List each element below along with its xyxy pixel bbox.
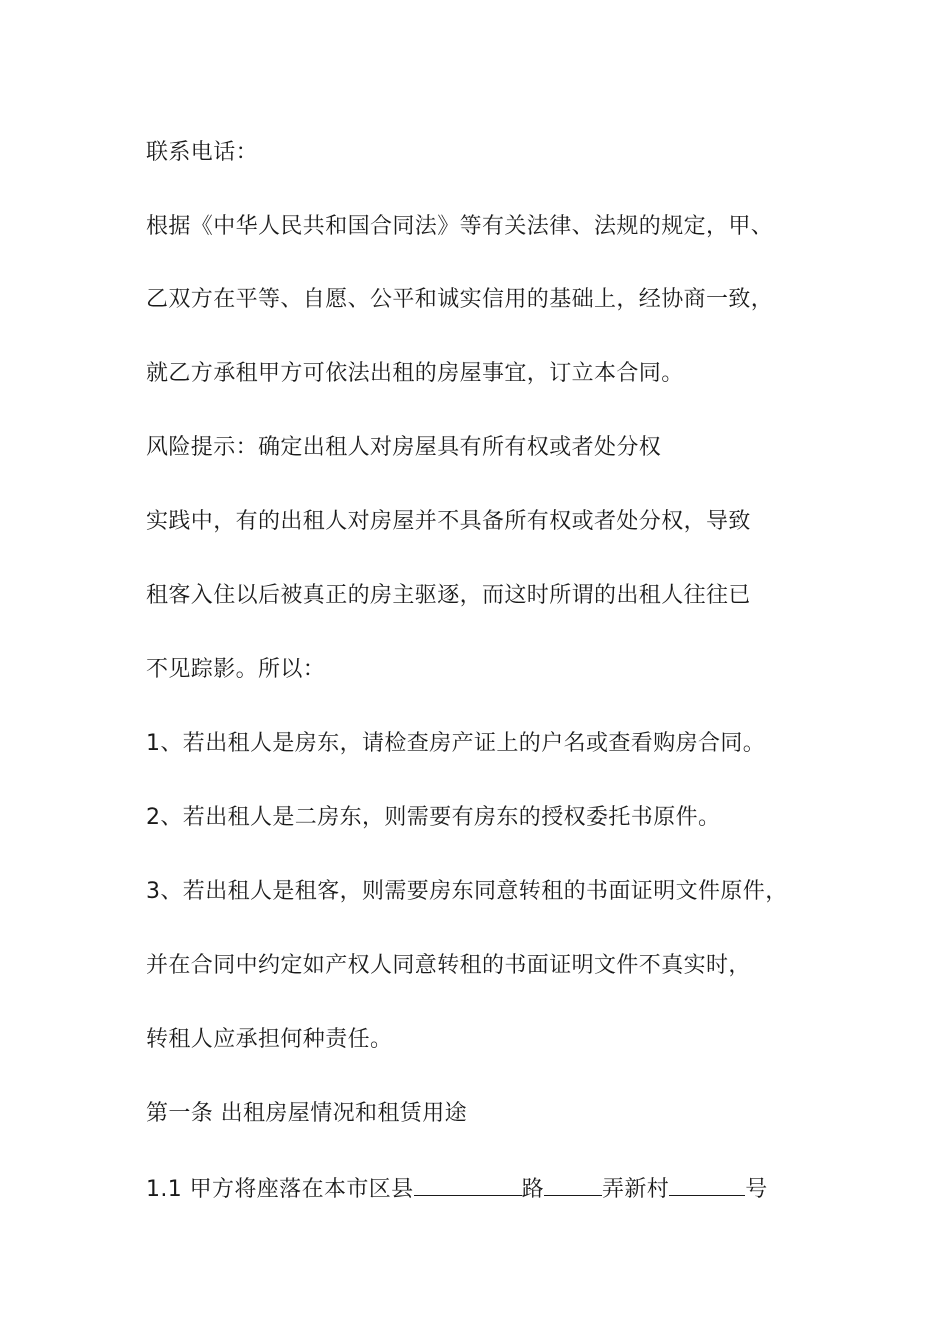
article-1-heading: 第一条 出租房屋情况和租赁用途 [146, 1101, 467, 1126]
clause-1-1 [146, 1173, 768, 1205]
risk-item-3-line-1: 3、若出租人是租客，则需要房东同意转租的书面证明文件原件， [146, 879, 788, 904]
clause-1-1-text-2: 路 [521, 1177, 544, 1202]
number-blank-field[interactable] [669, 1173, 745, 1196]
risk-item-1: 1、若出租人是房东，请检查房产证上的户名或查看购房合同。 [146, 731, 766, 756]
risk-text-line-2: 租客入住以后被真正的房主驱逐，而这时所谓的出租人往往已 [146, 583, 751, 608]
preamble-line-3: 就乙方承租甲方可依法出租的房屋事宜，订立本合同。 [146, 361, 684, 386]
preamble-line-2: 乙双方在平等、自愿、公平和诚实信用的基础上，经协商一致， [146, 287, 774, 312]
contact-phone-label: 联系电话： [146, 140, 259, 165]
risk-text-line-1: 实践中，有的出租人对房屋并不具备所有权或者处分权，导致 [146, 509, 751, 534]
clause-1-1-text-4: 号 [745, 1177, 768, 1202]
risk-text-line-3: 不见踪影。所以： [146, 657, 326, 682]
risk-item-3-line-2: 并在合同中约定如产权人同意转租的书面证明文件不真实时， [146, 953, 751, 978]
clause-1-1-text-1: 1.1 甲方将座落在本市区县 [146, 1177, 414, 1202]
risk-item-3-line-3: 转租人应承担何种责任。 [146, 1027, 393, 1052]
risk-item-2: 2、若出租人是二房东，则需要有房东的授权委托书原件。 [146, 805, 721, 830]
district-blank-field[interactable] [414, 1173, 522, 1196]
road-blank-field[interactable] [544, 1173, 602, 1196]
risk-warning-heading: 风险提示：确定出租人对房屋具有所有权或者处分权 [146, 435, 662, 460]
preamble-line-1: 根据《中华人民共和国合同法》等有关法律、法规的规定，甲、 [146, 214, 774, 239]
clause-1-1-text-3: 弄新村 [602, 1177, 670, 1202]
